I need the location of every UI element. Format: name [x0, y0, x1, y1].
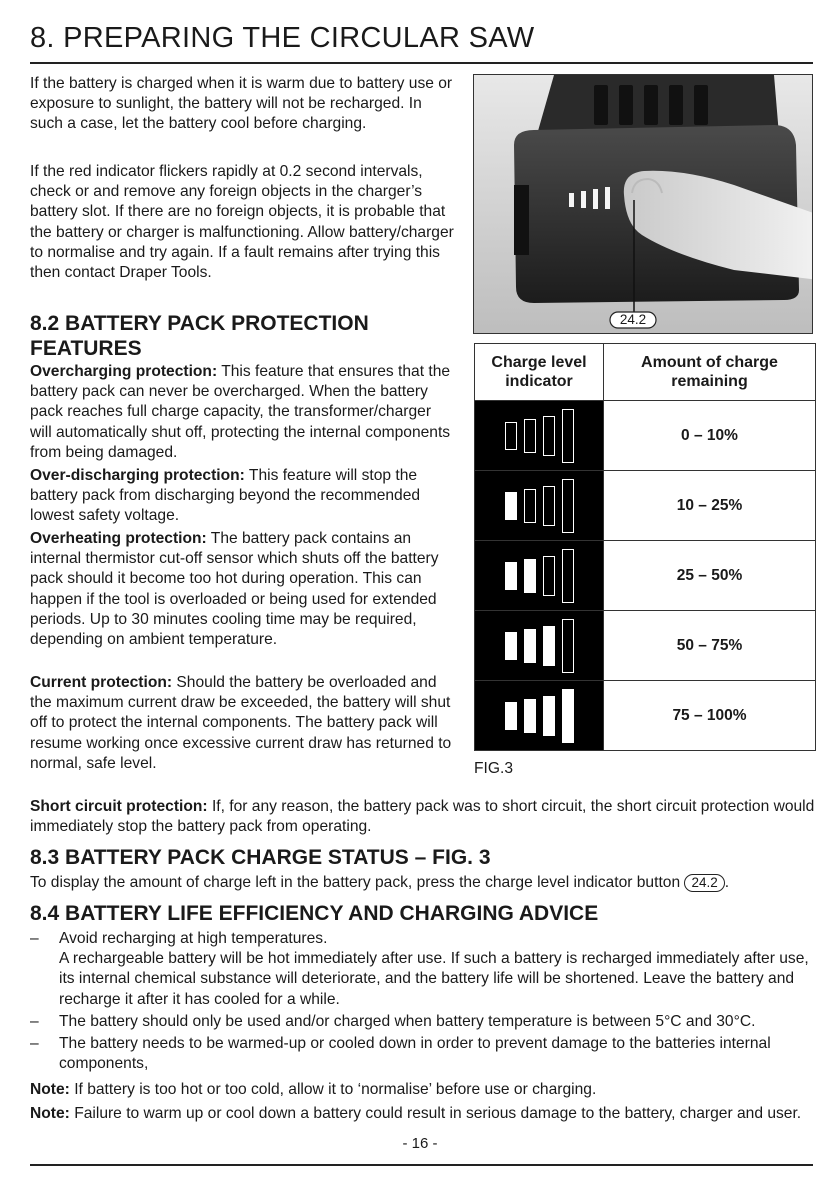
current-text: Should the battery be overloaded and the maximum current draw be exceeded, the battery will shut off to protect the internal components. The battery pack will resume working once excessive current draw has returned to normal, safe level. [30, 674, 452, 772]
charge-amount: 0 – 10% [604, 401, 816, 471]
overdischarge-label: Over-discharging protection: [30, 467, 245, 484]
charge-indicator-cell [475, 401, 604, 471]
list-item: – Avoid recharging at high temperatures. A rechargeable battery will be hot immediately after use. If such a battery is recharged immediately after use, its internal chemical substance will deteriorate, and the battery life will be shortened. Leave the battery and recharge it after it has cooled for a while. [30, 930, 809, 1008]
page-number: - 16 - [402, 1135, 438, 1152]
charge-row [475, 471, 816, 541]
filled-bar-icon [505, 702, 517, 730]
empty-bar-icon [562, 549, 574, 603]
charge-table-header [475, 344, 816, 401]
current-paragraph [30, 673, 455, 774]
overcharge-label: Overcharging protection: [30, 363, 218, 380]
empty-bar-icon [524, 419, 536, 453]
header-amount-remaining: Amount of charge remaining [604, 344, 816, 401]
overcharge-paragraph [30, 362, 455, 463]
note-1-label: Note: [30, 1081, 70, 1098]
indicator-bars [475, 471, 603, 540]
short-circuit-label: Short circuit protection: [30, 798, 208, 815]
empty-bar-icon [562, 479, 574, 533]
page-title: 8. PREPARING THE CIRCULAR SAW [30, 22, 535, 54]
note-1-text: If battery is too hot or too cold, allow it to ‘normalise’ before use or charging. [69, 1081, 597, 1098]
indicator-bars [475, 681, 603, 750]
overheat-label: Overheating protection: [30, 530, 207, 547]
overheat-text: The battery pack contains an internal thermistor cut-off sensor which shuts off the battery pack should it become too hot during operation. This can happen if the tool is overloaded or being used for extended periods. Up to 30 minutes cooling time may be required, depending on ambient temperature. [30, 530, 439, 649]
overheat-paragraph [30, 529, 455, 650]
empty-bar-icon [543, 416, 555, 456]
charging-advice-list [30, 929, 815, 1076]
filled-bar-icon [543, 696, 555, 736]
list-item-text: The battery should only be used and/or charged when battery temperature is between 5°C and 30°C. [59, 1012, 756, 1030]
photo-callout-label: 24.2 [619, 312, 647, 327]
charge-row [475, 541, 816, 611]
empty-bar-icon [505, 422, 517, 450]
list-item-text: The battery needs to be warmed-up or cooled down in order to prevent damage to the batteries internal components, [59, 1035, 771, 1073]
section-8-2-heading: 8.2 BATTERY PACK PROTECTION FEATURES [30, 312, 369, 360]
current-label: Current protection: [30, 674, 173, 691]
charge-amount: 50 – 75% [604, 611, 816, 681]
empty-bar-icon [543, 486, 555, 526]
note-2-label: Note: [30, 1105, 70, 1122]
empty-bar-icon [543, 556, 555, 596]
charge-level-table [474, 343, 816, 751]
figure-label: FIG.3 [474, 760, 513, 777]
note-2 [30, 1104, 820, 1124]
charge-amount: 10 – 25% [604, 471, 816, 541]
note-2-text: Failure to warm up or cool down a battery could result in serious damage to the battery, charger and user. [69, 1105, 802, 1122]
charge-row [475, 681, 816, 751]
filled-bar-icon [505, 632, 517, 660]
overdischarge-paragraph [30, 466, 455, 527]
charge-amount: 75 – 100% [604, 681, 816, 751]
footer-divider [30, 1164, 813, 1166]
section-8-3-heading: 8.3 BATTERY PACK CHARGE STATUS – FIG. 3 [30, 846, 491, 869]
filled-bar-icon [524, 699, 536, 733]
title-divider [30, 62, 813, 64]
empty-bar-icon [562, 619, 574, 673]
empty-bar-icon [524, 489, 536, 523]
overcharge-text: This feature that ensures that the battery pack can never be overcharged. When the battery pack reaches full charge capacity, the transformer/charger will automatically shut off, protecting the internal components from being damaged. [30, 363, 451, 461]
overdischarge-text: This feature will stop the battery pack from discharging beyond the recommended lowest safety voltage. [30, 467, 421, 525]
battery-illustration [474, 75, 813, 334]
filled-bar-icon [524, 629, 536, 663]
indicator-bars [475, 541, 603, 610]
filled-bar-icon [505, 562, 517, 590]
section-8-3-text: To display the amount of charge left in the battery pack, press the charge level indicator button 24.2 . [30, 874, 730, 891]
charge-status-text: To display the amount of charge left in the battery pack, press the charge level indicator button [30, 874, 681, 891]
short-circuit-paragraph [30, 797, 815, 837]
charge-row [475, 401, 816, 471]
filled-bar-icon [562, 689, 574, 743]
charge-indicator-cell [475, 681, 604, 751]
list-item-text: Avoid recharging at high temperatures. A rechargeable battery will be hot immediately after use. If such a battery is recharged immediately after use, its internal chemical substance will deteriorate, and the battery life will be shortened. Leave the battery and recharge it after it has cooled for a while. [59, 930, 809, 1008]
list-item: – The battery needs to be warmed-up or cooled down in order to prevent damage to the batteries internal components, [30, 1035, 771, 1073]
empty-bar-icon [562, 409, 574, 463]
filled-bar-icon [524, 559, 536, 593]
charge-indicator-cell [475, 471, 604, 541]
list-item: – The battery should only be used and/or charged when battery temperature is between 5°C and 30°C. [30, 1012, 756, 1030]
battery-photo [473, 74, 813, 334]
charge-row [475, 611, 816, 681]
intro-paragraph-1: If the battery is charged when it is warm due to battery use or exposure to sunlight, the battery will not be recharged. In such a case, let the battery cool before charging. [30, 75, 453, 133]
indicator-bars [475, 401, 603, 470]
short-circuit-text: If, for any reason, the battery pack was to short circuit, the short circuit protection would immediately stop the battery pack from operating. [30, 798, 815, 836]
charge-amount: 25 – 50% [604, 541, 816, 611]
indicator-button-callout: 24.2 [684, 874, 724, 892]
filled-bar-icon [543, 626, 555, 666]
section-8-4-heading: 8.4 BATTERY LIFE EFFICIENCY AND CHARGING ADVICE [30, 902, 599, 925]
filled-bar-icon [505, 492, 517, 520]
note-1 [30, 1080, 820, 1100]
header-charge-level: Charge level indicator [475, 344, 604, 401]
charge-indicator-cell [475, 611, 604, 681]
intro-paragraph-2: If the red indicator flickers rapidly at 0.2 second intervals, check or and remove any foreign objects in the charger’s battery slot. If there are no foreign objects, it is probable that the battery or charger is malfunctioning. Allow battery/charger to normalise and try again. If a fault remains after trying this then contact Draper Tools. [30, 163, 454, 282]
charge-indicator-cell [475, 541, 604, 611]
indicator-bars [475, 611, 603, 680]
